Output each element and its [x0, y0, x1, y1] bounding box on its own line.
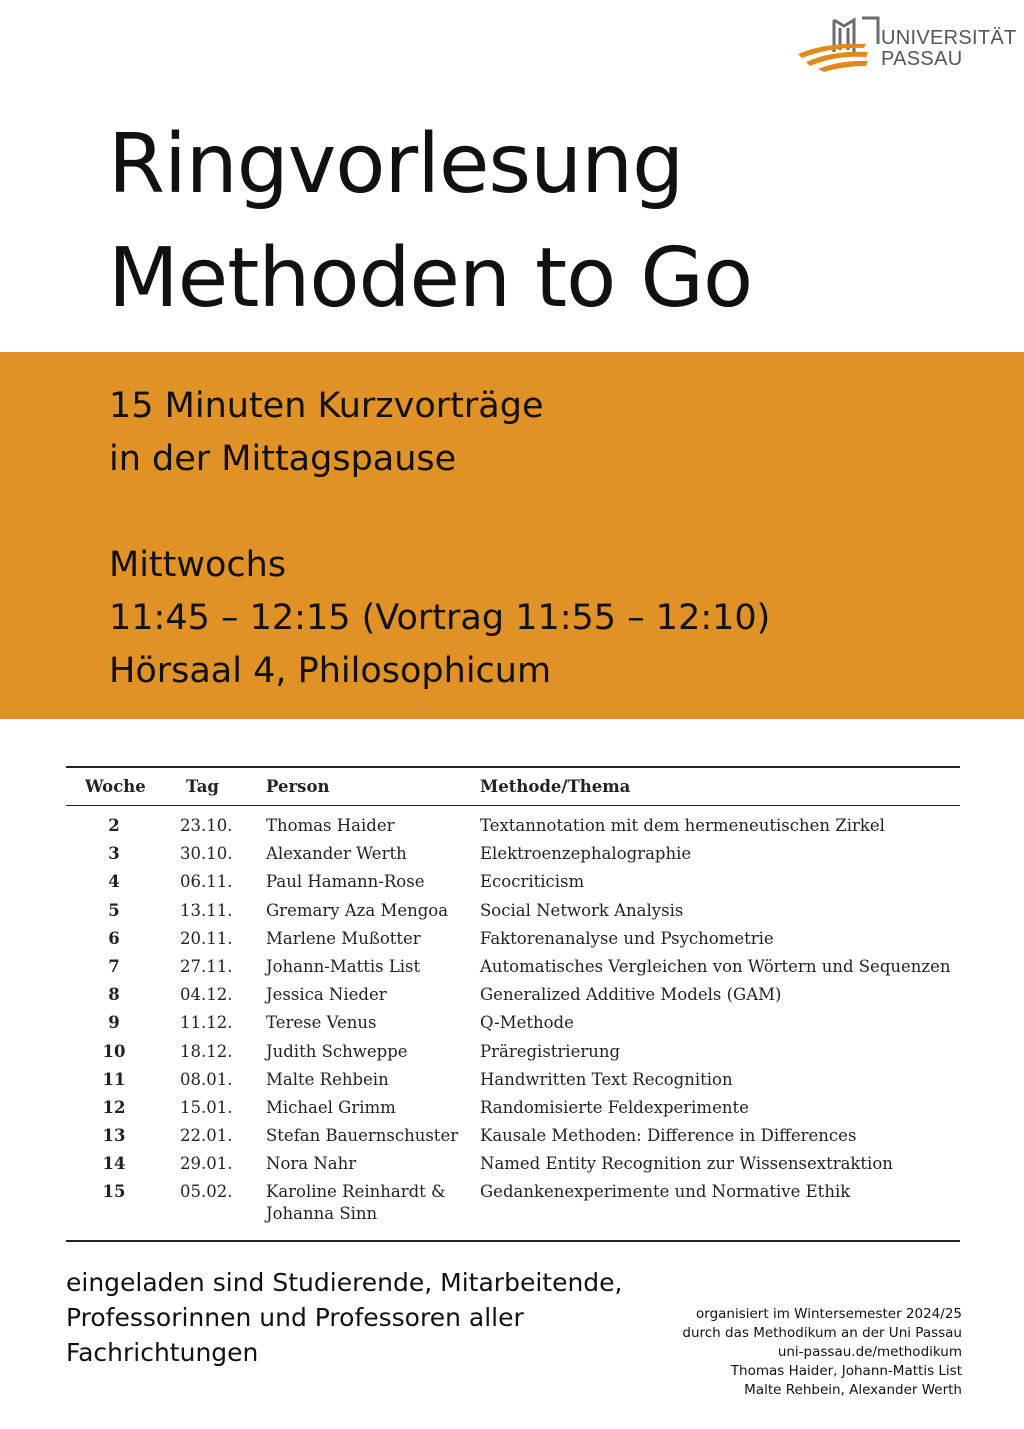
cell-woche: 8	[108, 985, 120, 1005]
cell-thema: Textannotation mit dem hermeneutischen Zirkel	[480, 816, 885, 835]
cell-woche: 11	[102, 1069, 126, 1089]
table-row	[66, 1125, 960, 1147]
table-body	[66, 806, 960, 1240]
table-row	[66, 843, 960, 865]
table-row	[66, 984, 960, 1006]
cell-tag: 27.11.	[180, 956, 233, 976]
table-row	[66, 956, 960, 978]
cell-thema: Automatisches Vergleichen von Wörtern und Sequenzen	[480, 956, 951, 976]
cell-thema: Named Entity Recognition zur Wissensextraktion	[480, 1154, 893, 1174]
cell-person	[264, 1153, 480, 1175]
person-name: Marlene Mußotter	[266, 928, 421, 948]
cell-person	[264, 900, 480, 922]
cell-thema: Faktorenanalyse und Psychometrie	[480, 928, 774, 948]
cell-woche: 10	[102, 1041, 126, 1061]
table-row	[66, 928, 960, 950]
cell-woche: 4	[108, 872, 120, 892]
university-logo-icon	[796, 14, 880, 74]
cell-person	[264, 815, 480, 837]
cell-thema: Kausale Methoden: Difference in Differences	[480, 1126, 857, 1146]
cell-tag: 11.12.	[180, 1013, 233, 1033]
logo-line-1: UNIVERSITÄT	[881, 27, 1017, 49]
cell-person	[264, 1097, 480, 1119]
person-name: Johann-Mattis List	[266, 956, 421, 976]
organizer-line-2: durch das Methodikum an der Uni Passau	[682, 1325, 962, 1341]
person-name: Terese Venus	[266, 1013, 377, 1033]
logo-line-2: PASSAU	[881, 48, 963, 70]
cell-tag: 13.11.	[180, 900, 233, 920]
organizer-info	[682, 1305, 962, 1400]
cell-woche: 14	[102, 1154, 126, 1174]
cell-thema: Randomisierte Feldexperimente	[480, 1097, 749, 1117]
cell-tag: 18.12.	[180, 1041, 233, 1061]
cell-tag: 04.12.	[180, 985, 233, 1005]
person-name-2: Johanna Sinn	[266, 1204, 378, 1224]
header-woche: Woche	[85, 777, 146, 796]
person-name: Jessica Nieder	[266, 985, 387, 1005]
invitation-line-1: eingeladen sind Studierende, Mitarbeitende,	[66, 1268, 623, 1297]
organizer-line-5: Malte Rehbein, Alexander Werth	[744, 1382, 962, 1398]
organizer-url[interactable]: uni-passau.de/methodikum	[777, 1344, 962, 1360]
cell-woche: 9	[108, 1013, 120, 1033]
band-line-4: 11:45 – 12:15 (Vortrag 11:55 – 12:10)	[109, 598, 771, 638]
cell-tag: 23.10.	[180, 816, 233, 835]
band-line-1: 15 Minuten Kurzvorträge	[109, 386, 544, 426]
university-logo	[796, 14, 1017, 74]
cell-thema: Gedankenexperimente und Normative Ethik	[480, 1182, 851, 1202]
invitation-text	[66, 1265, 623, 1370]
organizer-line-4: Thomas Haider, Johann-Mattis List	[730, 1363, 962, 1379]
cell-person	[264, 1125, 480, 1147]
cell-person	[264, 1041, 480, 1063]
person-name: Thomas Haider	[266, 816, 395, 835]
cell-thema: Q-Methode	[480, 1013, 574, 1033]
person-name: Nora Nahr	[266, 1154, 357, 1174]
table-row	[66, 1041, 960, 1063]
cell-woche: 2	[108, 816, 120, 835]
person-name: Michael Grimm	[266, 1097, 396, 1117]
table-row	[66, 1153, 960, 1175]
cell-thema: Handwritten Text Recognition	[480, 1069, 733, 1089]
cell-woche: 7	[108, 956, 120, 976]
cell-thema: Ecocriticism	[480, 872, 585, 892]
info-band-text	[109, 380, 770, 698]
cell-tag: 08.01.	[180, 1069, 233, 1089]
cell-tag: 30.10.	[180, 844, 233, 864]
header-person: Person	[266, 777, 330, 796]
band-line-2: in der Mittagspause	[109, 439, 457, 479]
table-header	[66, 768, 960, 806]
person-name: Karoline Reinhardt &	[266, 1182, 446, 1202]
cell-tag: 22.01.	[180, 1126, 233, 1146]
page-title	[108, 108, 752, 336]
person-name: Paul Hamann-Rose	[266, 872, 425, 892]
cell-thema: Social Network Analysis	[480, 900, 684, 920]
table-row	[66, 1097, 960, 1119]
table-row	[66, 871, 960, 893]
cell-thema: Elektroenzephalographie	[480, 844, 692, 864]
cell-person	[264, 928, 480, 950]
cell-person	[264, 956, 480, 978]
schedule-table	[66, 766, 960, 1242]
cell-woche: 13	[102, 1126, 126, 1146]
person-name: Alexander Werth	[266, 844, 407, 864]
person-name: Malte Rehbein	[266, 1069, 389, 1089]
cell-tag: 05.02.	[180, 1182, 233, 1202]
band-line-5: Hörsaal 4, Philosophicum	[109, 651, 552, 691]
title-line-2: Methoden to Go	[108, 231, 753, 326]
cell-woche: 12	[102, 1097, 126, 1117]
table-row	[66, 1069, 960, 1091]
cell-person	[264, 1181, 480, 1225]
table-row	[66, 1181, 960, 1225]
person-name: Gremary Aza Mengoa	[266, 900, 449, 920]
cell-woche: 3	[108, 844, 120, 864]
cell-tag: 20.11.	[180, 928, 233, 948]
header-tag: Tag	[186, 777, 219, 796]
cell-thema: Generalized Additive Models (GAM)	[480, 985, 782, 1005]
table-row	[66, 815, 960, 837]
band-line-3: Mittwochs	[109, 545, 287, 585]
table-row	[66, 1012, 960, 1034]
cell-woche: 5	[108, 900, 120, 920]
cell-tag: 15.01.	[180, 1097, 233, 1117]
cell-person	[264, 1069, 480, 1091]
title-line-1: Ringvorlesung	[108, 117, 684, 212]
cell-tag: 29.01.	[180, 1154, 233, 1174]
cell-thema: Präregistrierung	[480, 1041, 621, 1061]
cell-person	[264, 871, 480, 893]
person-name: Judith Schweppe	[266, 1041, 408, 1061]
invitation-line-3: Fachrichtungen	[66, 1338, 259, 1367]
cell-person	[264, 984, 480, 1006]
header-thema: Methode/Thema	[480, 777, 631, 796]
cell-woche: 6	[108, 928, 120, 948]
organizer-line-1: organisiert im Wintersemester 2024/25	[696, 1306, 962, 1322]
person-name: Stefan Bauernschuster	[266, 1126, 459, 1146]
cell-tag: 06.11.	[180, 872, 233, 892]
invitation-line-2: Professorinnen und Professoren aller	[66, 1303, 524, 1332]
cell-person	[264, 1012, 480, 1034]
cell-woche: 15	[102, 1182, 126, 1202]
cell-person	[264, 843, 480, 865]
table-row	[66, 900, 960, 922]
